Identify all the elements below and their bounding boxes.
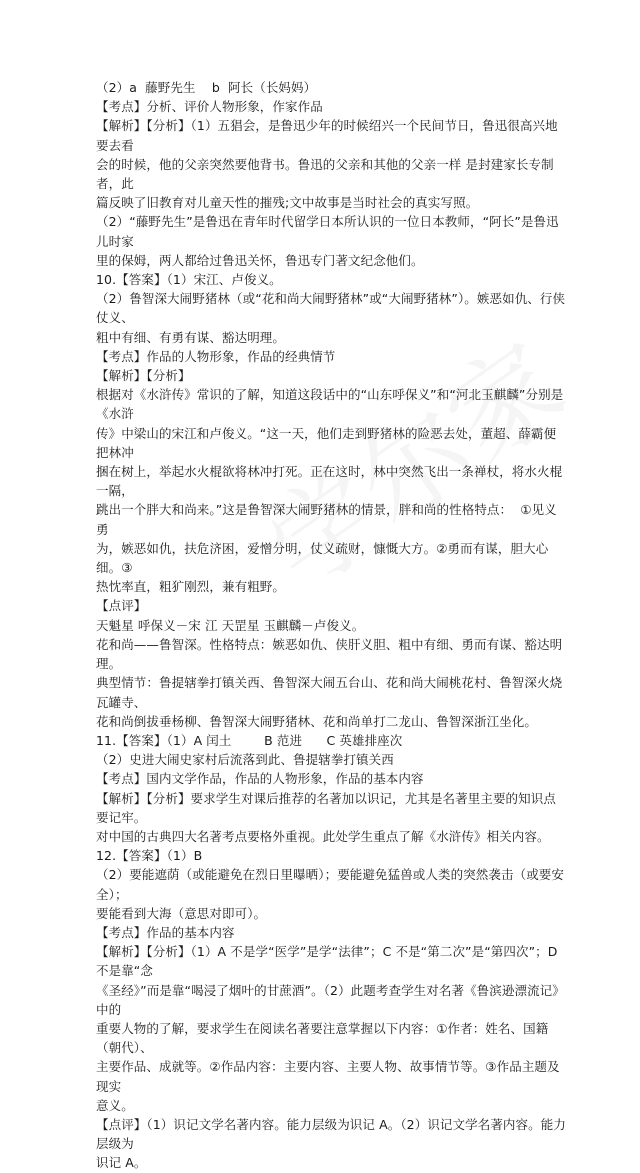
text-line: 11.【答案】（1）A 闰土 B 范进 C 英雄排座次: [96, 732, 403, 748]
text-line: 捆在树上，举起水火棍欲将林冲打死。正在这时，林中突然飞出一条禅杖，将水火棍一隔，: [96, 464, 563, 499]
text-line: 【解析】【分析】要求学生对课后推荐的名著加以识记，尤其是名著里主要的知识点要记牢。: [96, 790, 556, 825]
text-line: 【点评】（1）识记文学名著内容。能力层级为识记 A。（2）识记文学名著内容。能力层级为: [96, 1116, 566, 1152]
text-line: 【解析】【分析】: [96, 368, 191, 384]
text-line: 典型情节：鲁提辖拳打镇关西、鲁智深大闹五台山、花和尚大闹桃花村、鲁智深火烧瓦罐寺、: [96, 675, 563, 710]
text-line: 【考点】作品的基本内容: [96, 924, 235, 940]
text-line: （2）鲁智深大闹野猪林（或“花和尚大闹野猪林”或“大闹野猪林”）。嫉恶如仇、行侠仗义、: [96, 291, 566, 326]
text-line: 花和尚倒拔垂杨柳、鲁智深大闹野猪林、花和尚单打二龙山、鲁智深浙江坐化。: [96, 713, 538, 729]
text-line: 篇反映了旧教育对儿童天性的摧残;文中故事是当时社会的真实写照。: [96, 195, 479, 211]
text-line: 热忱率直，粗犷刚烈，兼有粗野。: [96, 579, 286, 595]
text-line: 传》中梁山的宋江和卢俊义。“这一天，他们走到野猪林的险恶去处，董超、薛霸便把林冲: [96, 425, 557, 460]
text-line: 跳出一个胖大和尚来。”这是鲁智深大闹野猪林的情景，胖和尚的性格特点： ①见义勇: [96, 502, 557, 537]
text-line: 【考点】作品的人物形象，作品的经典情节: [96, 348, 336, 364]
text-line: 10.【答案】（1）宋江、卢俊义。: [96, 272, 282, 288]
text-line: 【考点】国内文学作品，作品的人物形象，作品的基本内容: [96, 771, 424, 787]
text-line: 重要人物的了解，要求学生在阅读名著要注意掌握以下内容：①作者：姓名、国籍（朝代）、: [96, 1020, 549, 1056]
text-line: 【考点】分析、评价人物形象，作家作品: [96, 99, 323, 115]
text-line: 【解析】【分析】（1）A 不是学“医学”是学“法律”；C 不是“第二次”是“第四次”；D 不是靠“念: [96, 944, 562, 979]
text-line: 主要作品、成就等。②作品内容：主要内容、主要人物、故事情节等。③作品主题及现实: [96, 1059, 560, 1094]
text-line: （2）要能遮荫（或能避免在烈日里曝晒）；要能避免猛兽或人类的突然袭击（或要安全）；: [96, 867, 565, 902]
text-line: 天魁星 呼保义－宋 江 天罡星 玉麒麟－卢俊义。: [96, 617, 365, 633]
text-line: 花和尚——鲁智深。性格特点：嫉恶如仇、侠肝义胆、粗中有细、勇而有谋、豁达明理。: [96, 636, 563, 672]
text-line: 为，嫉恶如仇，扶危济困，爱憎分明，仗义疏财，慷慨大方。②勇而有谋，胆大心细。③: [96, 540, 549, 576]
text-line: 根据对《水浒传》常识的了解，知道这段话中的“山东呼保义”和“河北玉麒麟”分别是《水浒: [96, 387, 564, 422]
text-line: 会的时候，他的父亲突然要他背书。鲁迅的父亲和其他的父亲一样 是封建家长专制者，此: [96, 156, 554, 192]
text-line: 【点评】: [96, 598, 147, 614]
text-line: （2）“藤野先生”是鲁迅在青年时代留学日本所认识的一位日本教师，“阿长”是鲁迅儿时家: [96, 214, 559, 249]
text-line: 意义。: [96, 1097, 134, 1113]
document-body: [96, 78, 566, 1173]
text-line: 识记 A。: [96, 1155, 147, 1171]
text-line: 粗中有细、有勇有谋、豁达明理。: [96, 329, 286, 345]
text-line: 要能看到大海（意思对即可）。: [96, 905, 267, 921]
text-line: 对中国的古典四大名著考点要格外重视。此处学生重点了解《水浒传》相关内容。: [96, 828, 550, 844]
text-line: （2）a 藤野先生 b 阿长（长妈妈）: [96, 80, 317, 95]
text-line: 《圣经》”而是靠“喝浸了烟叶的甘蔗酒”。（2）此题考查学生对名著《鲁滨逊漂流记》中的: [96, 982, 565, 1017]
text-line: （2）史进大闹史家村后流落到此、鲁提辖拳打镇关西: [96, 752, 394, 768]
text-line: 里的保姆，两人都给过鲁迅关怀，鲁迅专门著文纪念他们。: [96, 252, 424, 268]
text-line: 12.【答案】（1）B: [96, 848, 203, 864]
text-line: 【解析】【分析】（1）五猖会，是鲁迅少年的时候绍兴一个民间节日，鲁迅很高兴地要去看: [96, 118, 558, 153]
